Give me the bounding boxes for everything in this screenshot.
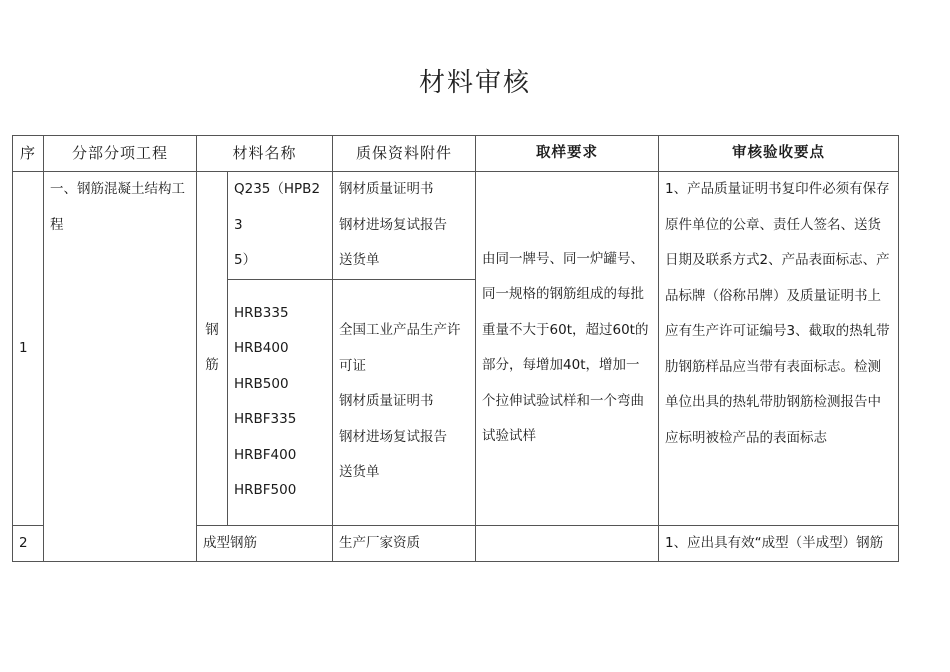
row-seq: 1 — [13, 172, 44, 526]
header-docs: 质保资料附件 — [333, 136, 476, 172]
material-cell — [228, 279, 333, 525]
header-sampling: 取样要求 — [476, 136, 659, 172]
docs-line: 全国工业产品生产许 — [339, 322, 461, 339]
material-line: HRBF400 — [234, 446, 297, 463]
material-line: HRB335 — [234, 304, 289, 321]
material-line: HRBF500 — [234, 482, 297, 498]
docs-line: 钢材进场复试报告 — [339, 428, 448, 445]
material-review-table — [12, 135, 899, 562]
docs-line: 钢材质量证明书 — [339, 393, 434, 410]
project-cell: 一、钢筋混凝土结构工程 — [44, 172, 197, 562]
category-char: 钢 — [205, 322, 219, 339]
category-char: 筋 — [205, 357, 219, 374]
material-line: HRB400 — [234, 340, 289, 356]
page-title: 材料审核 — [418, 68, 531, 98]
header-seq: 序 — [13, 136, 44, 172]
audit-cell: 1、产品质量证明书复印件必须有保存原件单位的公章、责任人签名、送货日期及联系方式2、产品表面标志、产品标牌（俗称吊牌）及质量证明书上应有生产许可证编号3、截取的热轧带肋钢筋样品应当带有表面标志。检测单位出具的热轧带肋钢筋检测报告中应标明被检产品的表面标志 — [659, 172, 899, 526]
material-line: HRBF335 — [234, 411, 297, 427]
material-line: HRB500 — [234, 375, 289, 392]
audit-cell: 1、应出具有效“成型（半成型）钢筋 — [659, 525, 899, 562]
row-seq: 2 — [13, 525, 44, 562]
sampling-cell: 由同一牌号、同一炉罐号、同一规格的钢筋组成的每批重量不大于60t，超过60t的部分，每增加40t，增加一个拉伸试验试样和一个弯曲试验试样 — [476, 172, 659, 526]
docs-line: 送货单 — [339, 252, 380, 268]
docs-line: 送货单 — [339, 464, 380, 481]
docs-cell: 生产厂家资质 — [333, 525, 476, 562]
header-project: 分部分项工程 — [44, 136, 197, 172]
docs-cell — [333, 279, 476, 525]
material-line: Q235（HPB23 — [234, 181, 321, 233]
docs-line: 钢材进场复试报告 — [339, 216, 448, 233]
docs-line: 钢材质量证明书 — [339, 181, 434, 197]
header-row — [13, 136, 899, 172]
docs-line: 可证 — [339, 357, 367, 374]
material-cell — [228, 172, 333, 280]
material-cell: 成型钢筋 — [197, 525, 333, 562]
category-cell — [197, 172, 228, 526]
docs-cell — [333, 172, 476, 280]
header-material: 材料名称 — [197, 136, 333, 172]
table-row — [13, 172, 899, 280]
sampling-cell — [476, 525, 659, 562]
material-line: 5） — [234, 252, 257, 268]
header-audit: 审核验收要点 — [659, 136, 899, 172]
